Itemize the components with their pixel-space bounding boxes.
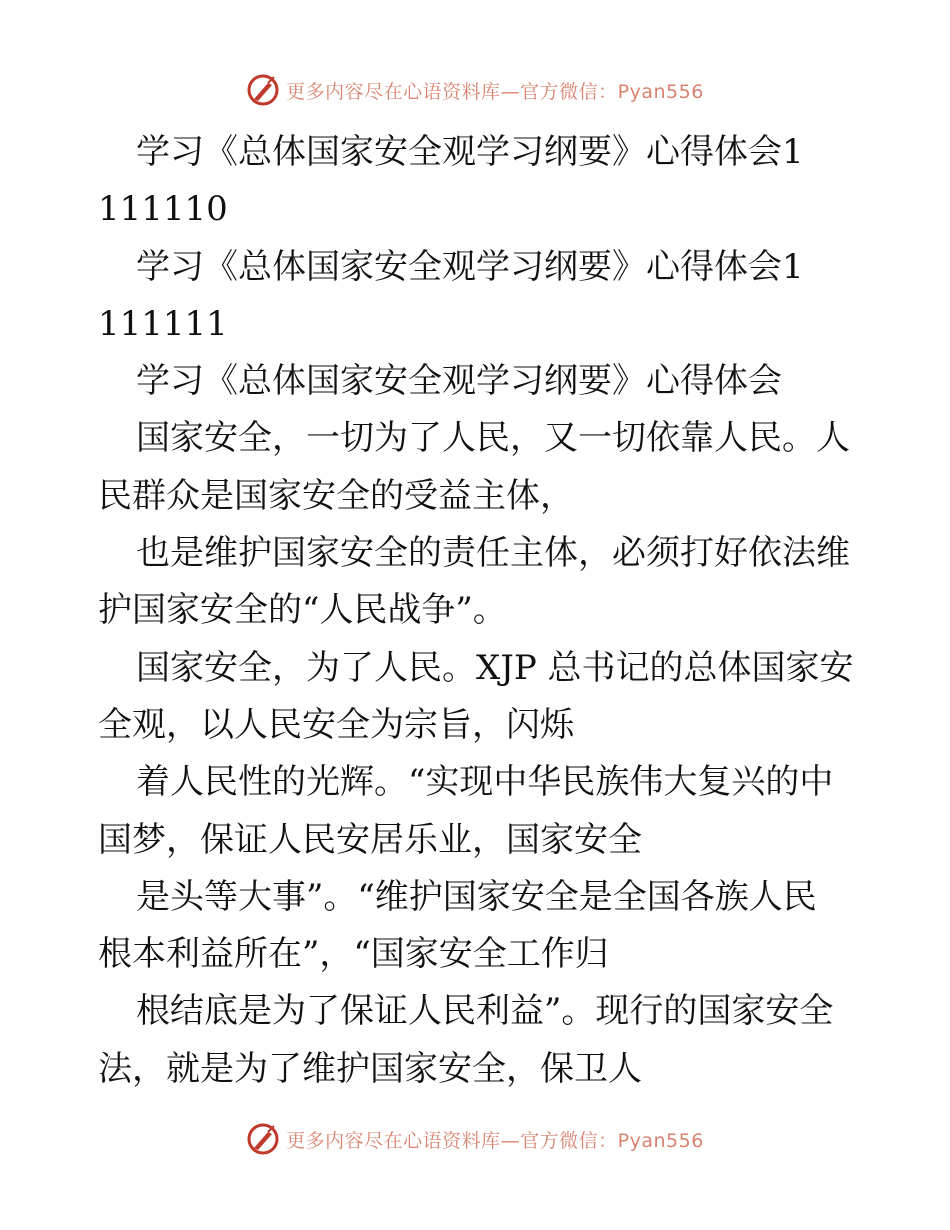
text-line: 学习《总体国家安全观学习纲要》心得体会1 — [136, 246, 804, 287]
text-line: 护国家安全的“人民战争”。 — [98, 590, 507, 631]
text-line: 着人民性的光辉。“实现中华民族伟大复兴的中 — [136, 762, 834, 803]
text-line: 学习《总体国家安全观学习纲要》心得体会 — [136, 361, 782, 402]
text-line: 也是维护国家安全的责任主体，必须打好依法维 — [136, 533, 850, 574]
text-line: 是头等大事”。“维护国家安全是全国各族人民 — [136, 876, 817, 917]
text-line: 民群众是国家安全的受益主体， — [98, 475, 574, 516]
quill-logo-icon — [246, 1122, 280, 1156]
text-line: 法，就是为了维护国家安全，保卫人 — [98, 1048, 642, 1089]
text-line: 111111 — [98, 303, 228, 344]
document-body — [98, 124, 858, 1098]
header-watermark — [0, 70, 950, 110]
watermark-text: 更多内容尽在心语资料库—官方微信：Pyan556 — [286, 1129, 704, 1152]
text-line: 国家安全，为了人民。XJP 总书记的总体国家安 — [136, 647, 854, 688]
text-line: 根本利益所在”，“国家安全工作归 — [98, 934, 609, 975]
footer-watermark — [0, 1119, 950, 1159]
text-line: 国梦，保证人民安居乐业，国家安全 — [98, 819, 642, 860]
text-line: 111110 — [98, 189, 228, 230]
text-line: 根结底是为了保证人民利益”。现行的国家安全 — [136, 991, 834, 1032]
text-line: 国家安全，一切为了人民，又一切依靠人民。人 — [136, 418, 850, 459]
text-line: 学习《总体国家安全观学习纲要》心得体会1 — [136, 132, 804, 172]
quill-logo-icon — [246, 73, 280, 107]
watermark-text: 更多内容尽在心语资料库—官方微信：Pyan556 — [286, 80, 704, 103]
text-line: 全观，以人民安全为宗旨，闪烁 — [98, 704, 574, 745]
